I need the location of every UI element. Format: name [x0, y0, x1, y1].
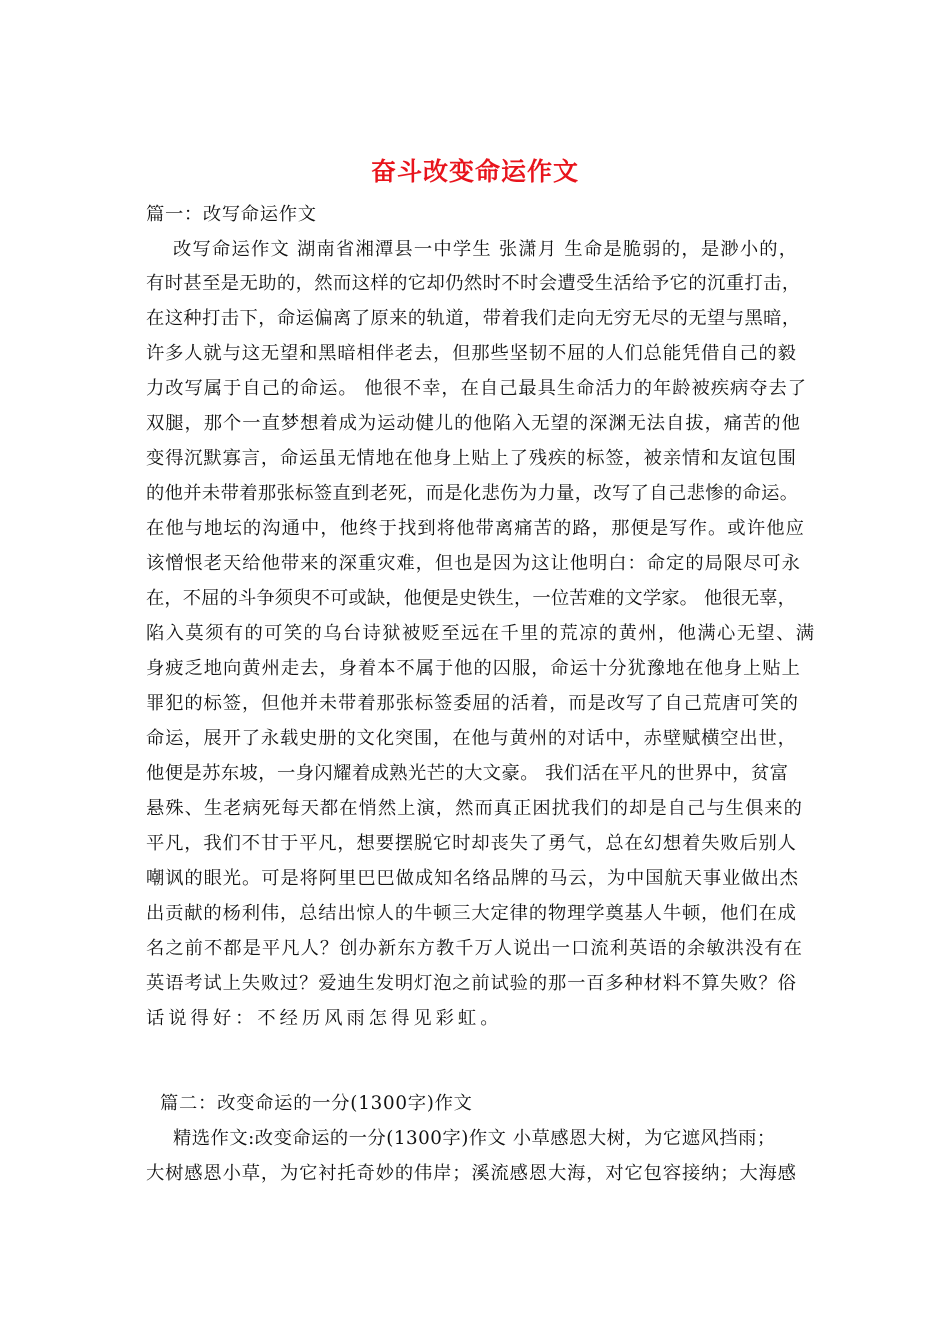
body-text-line: 名之前不都是平凡人？创办新东方教千万人说出一口流利英语的余敏洪没有在: [146, 938, 803, 959]
section-heading: 篇二：改变命运的一分(1300字)作文: [160, 1093, 473, 1114]
body-text-line: 该憎恨老天给他带来的深重灾难，但也是因为这让他明白：命定的局限尽可永: [146, 553, 801, 574]
body-text-line: 他便是苏东坡，一身闪耀着成熟光芒的大文豪。 我们活在平凡的世界中，贫富: [146, 763, 789, 784]
body-text-line: 双腿，那个一直梦想着成为运动健儿的他陷入无望的深渊无法自拔，痛苦的他: [146, 413, 801, 434]
body-text-line: 变得沉默寡言，命运虽无情地在他身上贴上了残疾的标签，被亲情和友谊包围: [146, 448, 797, 469]
body-text-line: 改写命运作文 湖南省湘潭县一中学生 张潇月 生命是脆弱的，是渺小的，: [173, 239, 799, 260]
body-text-line: 陷入莫须有的可笑的乌台诗狱被贬至远在千里的荒凉的黄州，他满心无望、满: [146, 623, 816, 644]
body-text-line: 身疲乏地向黄州走去，身着本不属于他的囚服，命运十分犹豫地在他身上贴上: [146, 658, 801, 679]
section-heading: 篇一：改写命运作文: [146, 204, 317, 225]
body-text-line: 嘲讽的眼光。可是将阿里巴巴做成知名络品牌的马云，为中国航天事业做出杰: [146, 868, 799, 889]
body-text-line: 力改写属于自己的命运。 他很不幸，在自己最具生命活力的年龄被疾病夺去了: [146, 378, 807, 399]
body-text-line: 罪犯的标签，但他并未带着那张标签委屈的活着，而是改写了自己荒唐可笑的: [146, 693, 799, 714]
body-text-line: 有时甚至是无助的，然而这样的它却仍然时不时会遭受生活给予它的沉重打击，: [146, 273, 801, 294]
body-text-line: 许多人就与这无望和黑暗相伴老去，但那些坚韧不屈的人们总能凭借自己的毅: [146, 343, 797, 364]
body-text-line: 在他与地坛的沟通中，他终于找到将他带离痛苦的路，那便是写作。或许他应: [146, 518, 805, 539]
body-text-line: 精选作文:改变命运的一分(1300字)作文 小草感恩大树，为它遮风挡雨；: [173, 1128, 776, 1149]
body-text-line: 悬殊、生老病死每天都在悄然上演，然而真正困扰我们的却是自己与生俱来的: [146, 798, 803, 819]
body-text-line: 的他并未带着那张标签直到老死，而是化悲伤为力量，改写了自己悲惨的命运。: [146, 483, 799, 504]
document-title: 奋斗改变命运作文: [370, 157, 579, 186]
body-text-line: 命运，展开了永载史册的文化突围，在他与黄州的对话中，赤壁赋横空出世，: [146, 728, 797, 749]
body-text-line: 话说得好：不经历风雨怎得见彩虹。: [146, 1008, 503, 1029]
body-text-line: 在这种打击下，命运偏离了原来的轨道，带着我们走向无穷无尽的无望与黑暗，: [146, 308, 801, 329]
body-text-line: 在，不屈的斗争须臾不可或缺，他便是史铁生，一位苦难的文学家。 他很无辜，: [146, 588, 796, 609]
body-text-line: 英语考试上失败过？爱迪生发明灯泡之前试验的那一百多种材料不算失败？俗: [146, 973, 797, 994]
body-text-line: 平凡，我们不甘于平凡，想要摆脱它时却丧失了勇气，总在幻想着失败后别人: [146, 833, 797, 854]
body-text-line: 大树感恩小草，为它衬托奇妙的伟岸；溪流感恩大海，对它包容接纳；大海感: [146, 1163, 797, 1184]
body-text-line: 出贡献的杨利伟，总结出惊人的牛顿三大定律的物理学奠基人牛顿，他们在成: [146, 903, 797, 924]
